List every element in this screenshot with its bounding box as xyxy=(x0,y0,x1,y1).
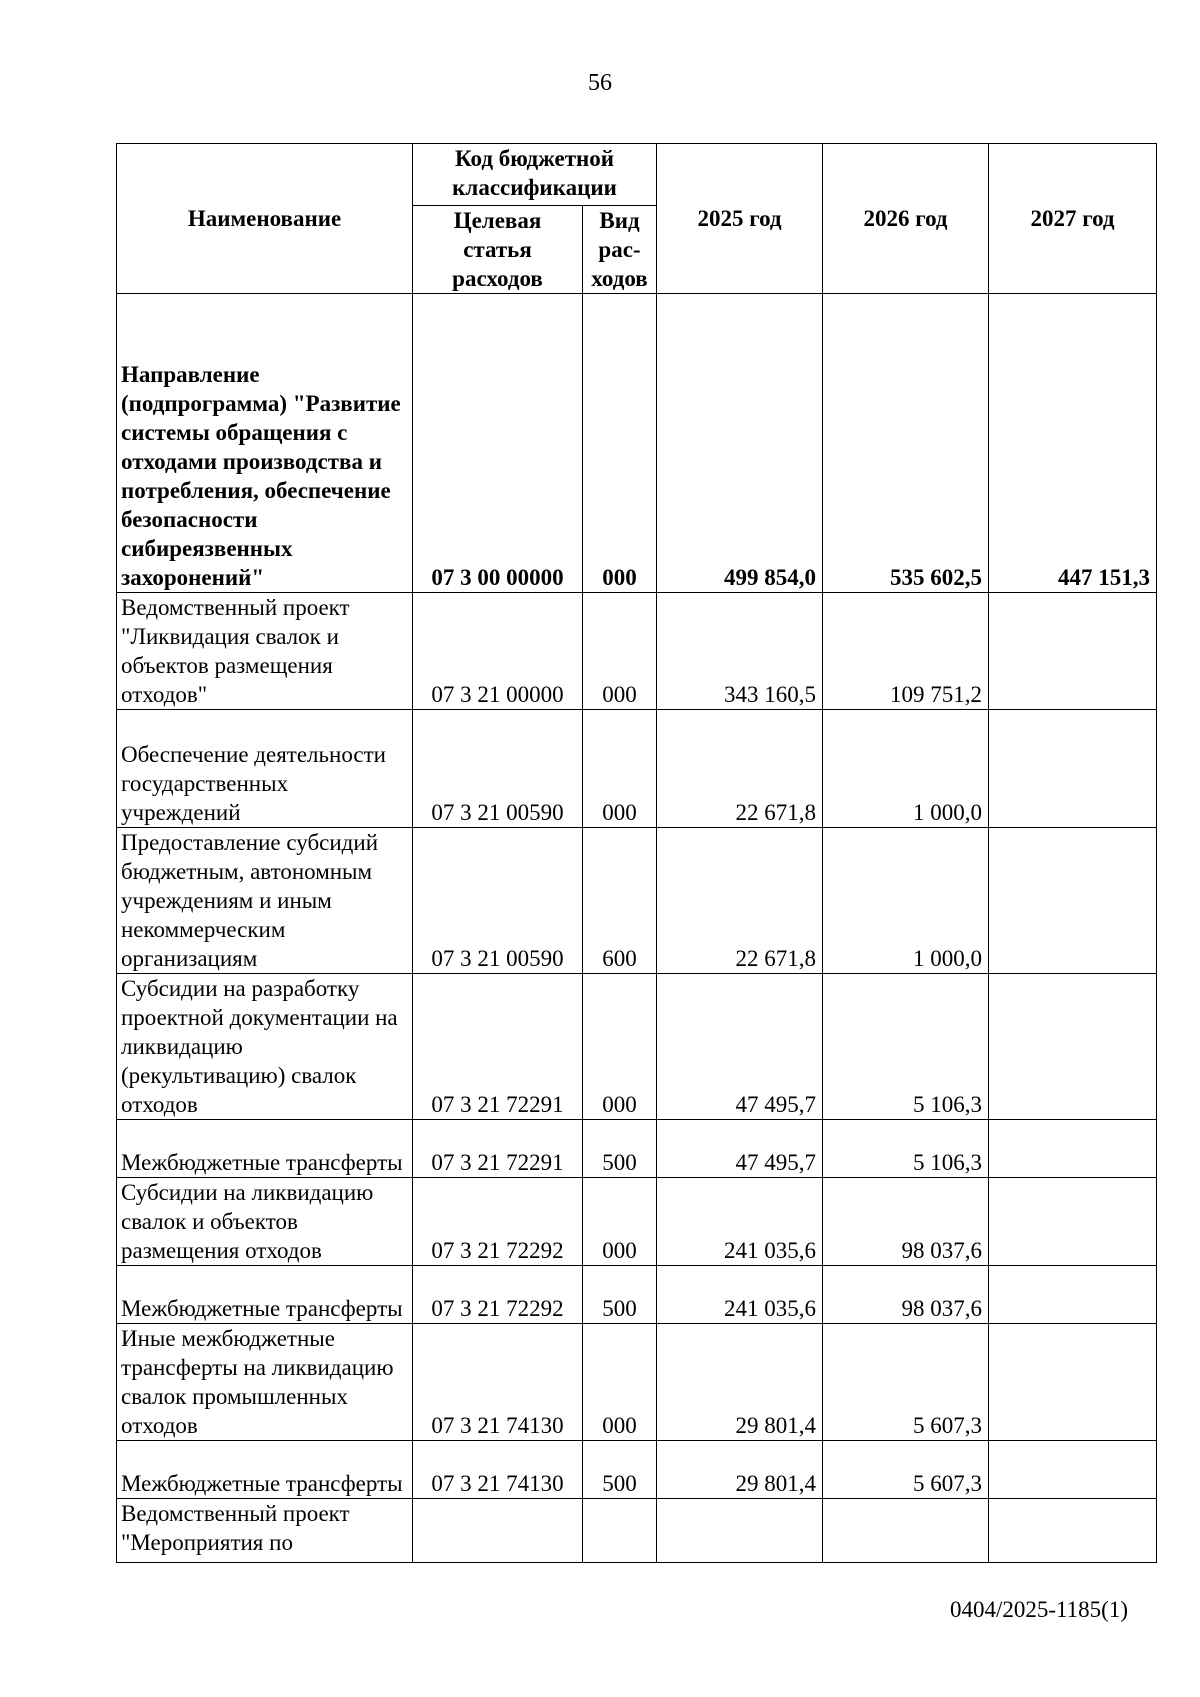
table-row xyxy=(117,974,1157,1120)
page-number: 56 xyxy=(588,70,612,96)
row-target-code-cell: 07 3 21 72291 xyxy=(413,974,583,1120)
row-name-cell: Субсидии на разработку проектной документации на ликвидацию (рекультивацию) свалок отходов xyxy=(117,974,413,1120)
table-row xyxy=(117,828,1157,974)
table-row xyxy=(117,1178,1157,1266)
row-2025-cell: 241 035,6 xyxy=(657,1178,823,1266)
header-2026: 2026 год xyxy=(823,144,989,294)
row-target-code-cell: 07 3 21 00590 xyxy=(413,828,583,974)
row-2025-cell: 29 801,4 xyxy=(657,1441,823,1499)
row-kind-code-cell: 500 xyxy=(583,1441,657,1499)
row-2027-cell xyxy=(989,710,1157,828)
table-row xyxy=(117,1266,1157,1324)
row-target-code-cell: 07 3 21 74130 xyxy=(413,1441,583,1499)
row-2025-cell: 22 671,8 xyxy=(657,710,823,828)
row-2027-cell xyxy=(989,593,1157,710)
table-body xyxy=(117,294,1157,1563)
row-2026-cell: 109 751,2 xyxy=(823,593,989,710)
row-name-cell: Межбюджетные трансферты xyxy=(117,1266,413,1324)
header-2027: 2027 год xyxy=(989,144,1157,294)
row-2026-cell: 5 106,3 xyxy=(823,974,989,1120)
row-2025-cell: 343 160,5 xyxy=(657,593,823,710)
row-2027-cell xyxy=(989,1441,1157,1499)
row-kind-code-cell: 000 xyxy=(583,974,657,1120)
row-target-code-cell: 07 3 21 00000 xyxy=(413,593,583,710)
table-row xyxy=(117,294,1157,593)
table-row xyxy=(117,593,1157,710)
row-target-code-cell: 07 3 21 00590 xyxy=(413,710,583,828)
row-kind-code-cell: 600 xyxy=(583,828,657,974)
header-2025: 2025 год xyxy=(657,144,823,294)
row-2027-cell xyxy=(989,974,1157,1120)
row-name-cell: Обеспечение деятельности государственных учреждений xyxy=(117,710,413,828)
row-2025-cell xyxy=(657,1499,823,1563)
row-target-code-cell: 07 3 21 72292 xyxy=(413,1178,583,1266)
row-2026-cell: 5 607,3 xyxy=(823,1441,989,1499)
row-2026-cell: 5 106,3 xyxy=(823,1120,989,1178)
row-kind-code-cell: 000 xyxy=(583,1324,657,1441)
row-name-cell: Межбюджетные трансферты xyxy=(117,1441,413,1499)
table-row xyxy=(117,1324,1157,1441)
row-2027-cell xyxy=(989,1266,1157,1324)
row-2026-cell xyxy=(823,1499,989,1563)
row-kind-code-cell: 000 xyxy=(583,710,657,828)
table-row xyxy=(117,1120,1157,1178)
row-2027-cell xyxy=(989,1499,1157,1563)
row-2025-cell: 499 854,0 xyxy=(657,294,823,593)
row-2025-cell: 47 495,7 xyxy=(657,974,823,1120)
row-2027-cell xyxy=(989,1324,1157,1441)
row-2026-cell: 1 000,0 xyxy=(823,828,989,974)
row-2027-cell xyxy=(989,1178,1157,1266)
row-2027-cell xyxy=(989,1120,1157,1178)
header-kind: Вид рас-ходов xyxy=(583,206,657,294)
row-name-cell: Ведомственный проект "Мероприятия по xyxy=(117,1499,413,1563)
row-2026-cell: 5 607,3 xyxy=(823,1324,989,1441)
row-name-cell: Направление (подпрограмма) "Развитие системы обращения с отходами производства и потребления, обеспечение безопасности сибиреязвенных захоронений" xyxy=(117,294,413,593)
row-target-code-cell xyxy=(413,1499,583,1563)
budget-table xyxy=(116,143,1157,1563)
row-2026-cell: 98 037,6 xyxy=(823,1266,989,1324)
table-row xyxy=(117,710,1157,828)
row-kind-code-cell: 000 xyxy=(583,1178,657,1266)
document-code: 0404/2025-1185(1) xyxy=(949,1597,1128,1622)
row-2025-cell: 47 495,7 xyxy=(657,1120,823,1178)
row-2027-cell xyxy=(989,828,1157,974)
row-2027-cell: 447 151,3 xyxy=(989,294,1157,593)
row-2026-cell: 535 602,5 xyxy=(823,294,989,593)
row-2025-cell: 29 801,4 xyxy=(657,1324,823,1441)
row-2026-cell: 1 000,0 xyxy=(823,710,989,828)
row-target-code-cell: 07 3 00 00000 xyxy=(413,294,583,593)
row-name-cell: Предоставление субсидий бюджетным, автономным учреждениям и иным некоммерческим организациям xyxy=(117,828,413,974)
header-name: Наименование xyxy=(117,144,413,294)
row-kind-code-cell: 000 xyxy=(583,294,657,593)
row-kind-code-cell: 500 xyxy=(583,1120,657,1178)
row-target-code-cell: 07 3 21 72292 xyxy=(413,1266,583,1324)
row-name-cell: Межбюджетные трансферты xyxy=(117,1120,413,1178)
row-2025-cell: 22 671,8 xyxy=(657,828,823,974)
row-2025-cell: 241 035,6 xyxy=(657,1266,823,1324)
row-name-cell: Иные межбюджетные трансферты на ликвидацию свалок промышленных отходов xyxy=(117,1324,413,1441)
row-kind-code-cell: 500 xyxy=(583,1266,657,1324)
header-target: Целевая статья расходов xyxy=(413,206,583,294)
header-code-group: Код бюджетной классификации xyxy=(413,144,657,206)
row-name-cell: Субсидии на ликвидацию свалок и объектов размещения отходов xyxy=(117,1178,413,1266)
row-2026-cell: 98 037,6 xyxy=(823,1178,989,1266)
row-target-code-cell: 07 3 21 72291 xyxy=(413,1120,583,1178)
row-kind-code-cell: 000 xyxy=(583,593,657,710)
row-target-code-cell: 07 3 21 74130 xyxy=(413,1324,583,1441)
row-name-cell: Ведомственный проект "Ликвидация свалок и объектов размещения отходов" xyxy=(117,593,413,710)
table-row xyxy=(117,1441,1157,1499)
table-row xyxy=(117,1499,1157,1563)
row-kind-code-cell xyxy=(583,1499,657,1563)
